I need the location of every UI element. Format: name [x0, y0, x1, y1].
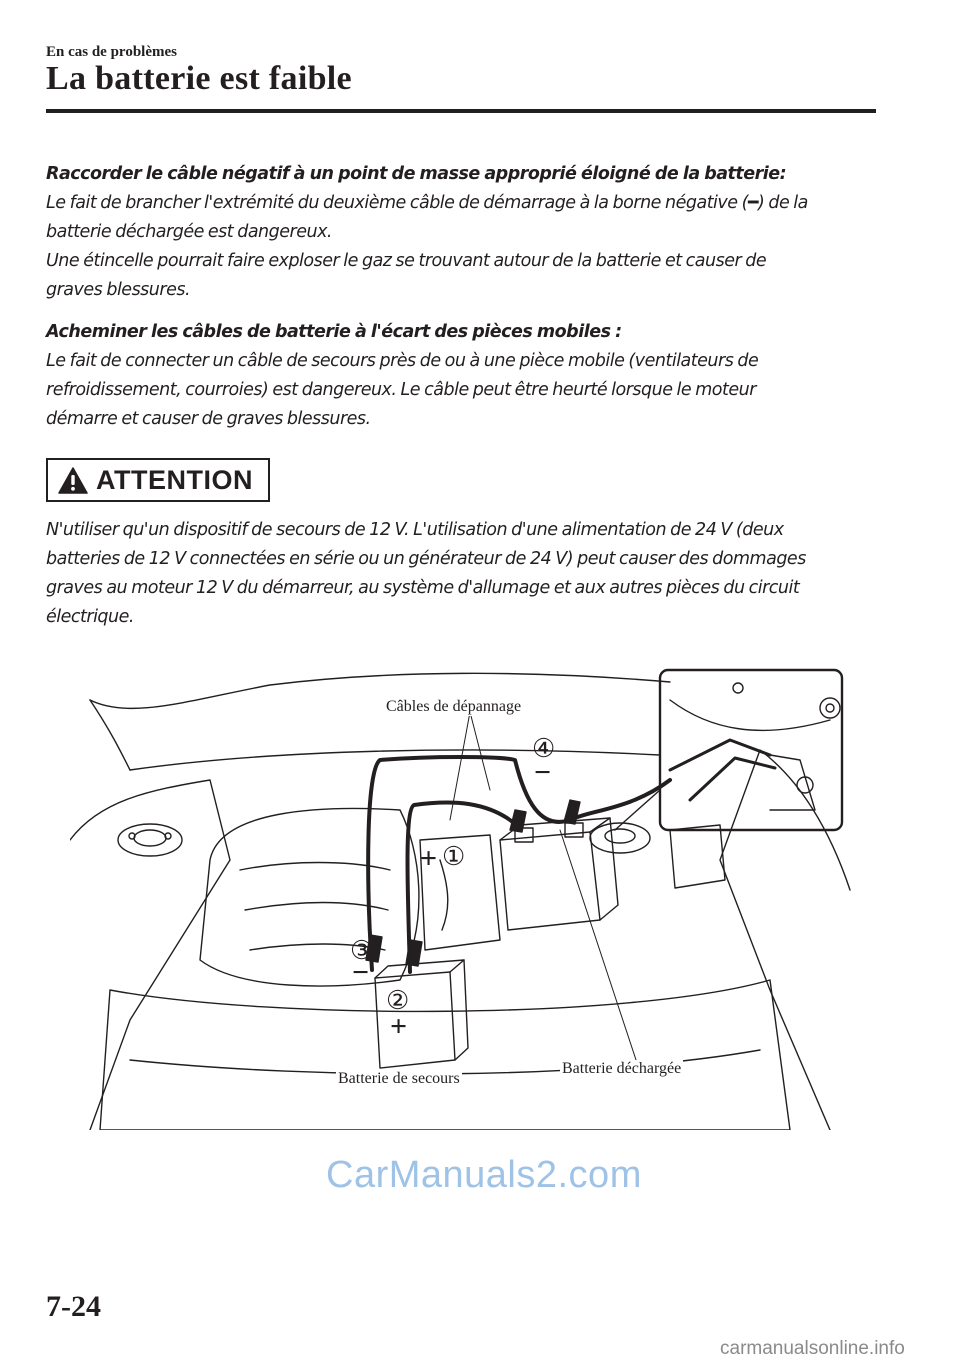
warning-line: Le fait de brancher l'extrémité du deuxième câble de démarrage à la borne négative (━) de la	[46, 193, 808, 213]
warning-triangle-icon	[58, 467, 88, 494]
attention-line: batteries de 12 V connectées en série ou un générateur de 24 V) peut causer des dommages	[46, 549, 806, 569]
marker-1-sign: +	[420, 842, 438, 875]
warning-heading: Raccorder le câble négatif à un point de masse approprié éloigné de la batterie:	[46, 164, 787, 184]
site-watermark: carmanualsonline.info	[720, 1338, 905, 1359]
marker-4-number: ④	[532, 734, 556, 763]
marker-2-sign: +	[390, 1010, 408, 1043]
marker-1-number: ①	[442, 842, 466, 871]
attention-line: graves au moteur 12 V du démarreur, au système d'allumage et aux autres pièces du circuit	[46, 578, 800, 598]
bumper	[100, 980, 790, 1130]
page-title: La batterie est faible	[46, 60, 352, 97]
warning-line: démarre et causer de graves blessures.	[46, 409, 371, 429]
strut-tower-left	[118, 824, 182, 856]
marker-2-number: ②	[386, 986, 410, 1015]
strut-tower-right	[590, 823, 650, 853]
warning-line: Une étincelle pourrait faire exploser le gaz se trouvant autour de la batterie et causer de	[46, 251, 767, 271]
attention-label: ATTENTION	[96, 464, 253, 495]
caption-jumper-cables: Câbles de dépannage	[386, 698, 522, 715]
marker-4-sign: −	[534, 756, 552, 789]
car-battery	[500, 832, 600, 930]
page-number: 7-24	[46, 1290, 101, 1323]
warning-line: refroidissement, courroies) est dangereux. Le câble peut être heurté lorsque le moteur	[46, 380, 756, 400]
engine-cover	[200, 808, 419, 986]
hood-outline	[90, 673, 670, 708]
warning-line: Le fait de connecter un câble de secours près de ou à une pièce mobile (ventilateurs de	[46, 351, 759, 371]
title-rule	[46, 109, 876, 113]
attention-line: N'utiliser qu'un dispositif de secours de 12 V. L'utilisation d'une alimentation de 24 V (deux	[46, 520, 784, 540]
fender-left	[70, 780, 230, 1130]
attention-box	[46, 458, 270, 502]
section-label: En cas de problèmes	[46, 44, 177, 60]
jump-start-illustration	[70, 660, 860, 1130]
warning-block-moving-parts	[46, 318, 906, 434]
caption-booster-battery: Batterie de secours	[338, 1070, 460, 1087]
caption-discharged-battery: Batterie déchargée	[562, 1060, 682, 1077]
inset-frame	[660, 670, 842, 830]
fender-right	[720, 750, 850, 1130]
jumper-cable-negative	[368, 757, 670, 970]
watermark-logo: CarManuals2.com	[326, 1154, 642, 1196]
warning-block-ground	[46, 160, 906, 305]
attention-line: électrique.	[46, 607, 134, 627]
warning-line: batterie déchargée est dangereux.	[46, 222, 332, 242]
attention-text	[46, 516, 906, 632]
marker-3-sign: −	[352, 956, 370, 989]
warning-line: graves blessures.	[46, 280, 191, 300]
warning-heading: Acheminer les câbles de batterie à l'écart des pièces mobiles :	[46, 322, 622, 342]
marker-3-number: ③	[350, 936, 374, 965]
